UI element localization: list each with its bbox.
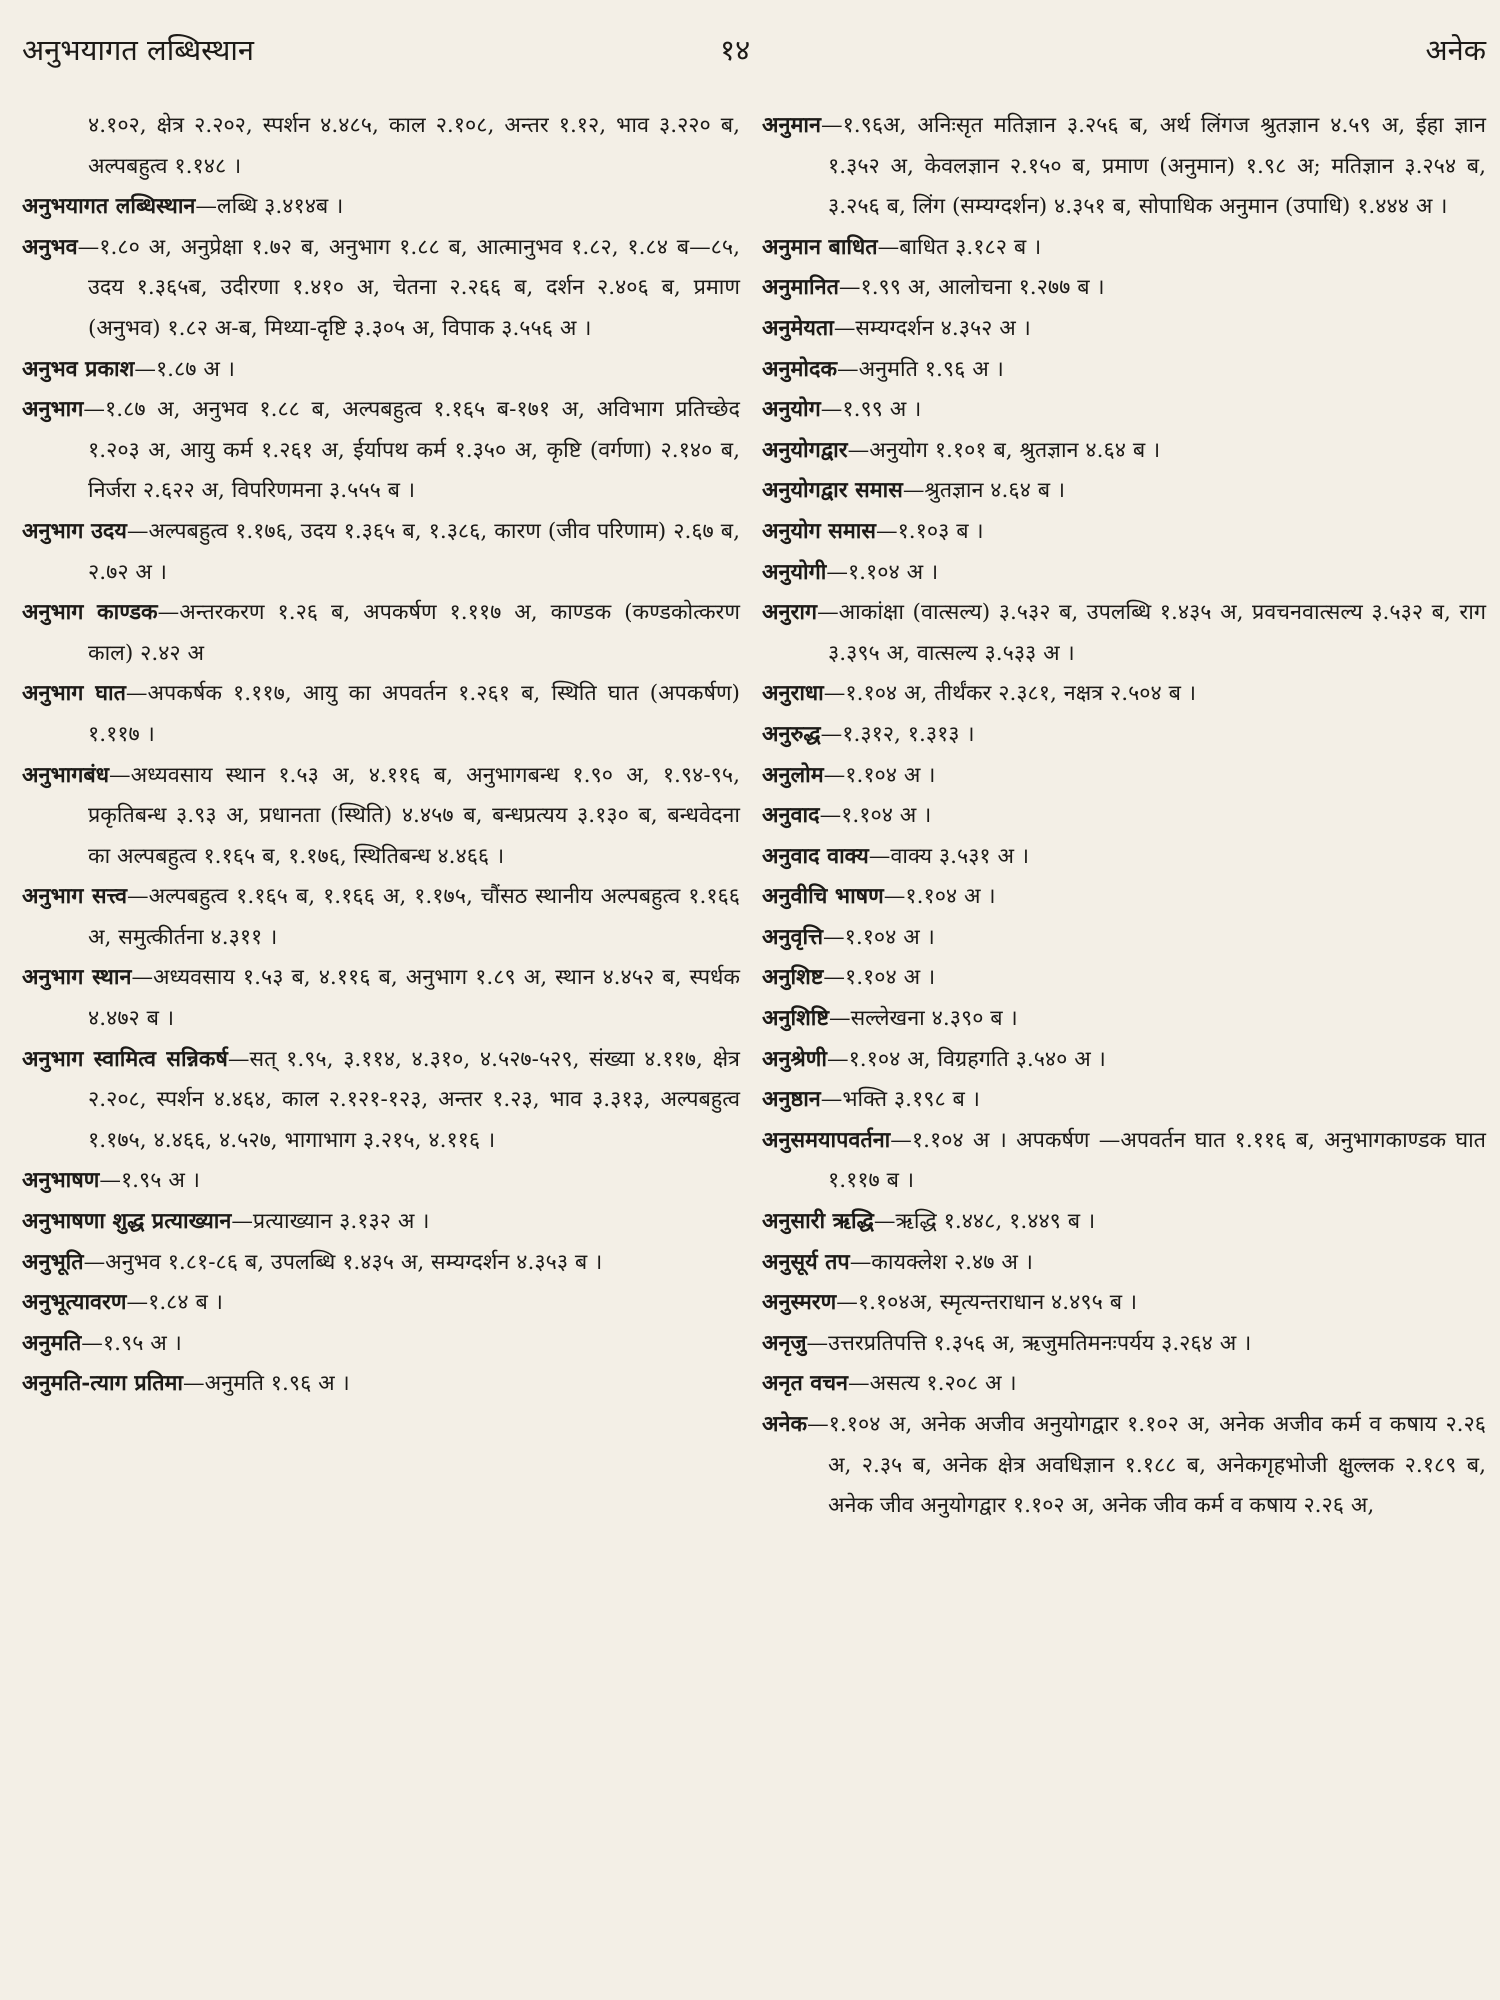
dictionary-entry xyxy=(762,1202,1486,1243)
dictionary-entry xyxy=(22,958,740,1039)
dictionary-entry xyxy=(762,268,1486,309)
entry-text: —१.८७ अ, अनुभव १.८८ ब, अल्पबहुत्व १.१६५ ब-१७१ अ, अविभाग प्रतिच्छेद १.२०३ अ, आयु कर्म १.२६१ अ, ईर्यापथ कर्म १.३५० अ, कृष्टि (वर्गणा) २.१४० ब, निर्जरा २.६२२ अ, विपरिणमना ३.५५५ ब । xyxy=(83,397,740,504)
dictionary-entry xyxy=(22,1040,740,1162)
dictionary-entry xyxy=(762,1040,1486,1081)
entry-text: —१.१०४ अ, तीर्थंकर २.३८१, नक्षत्र २.५०४ ब । xyxy=(823,681,1197,707)
entry-text: —अल्पबहुत्व १.१६५ ब, १.१६६ अ, १.१७५, चौंसठ स्थानीय अल्पबहुत्व १.१६६ अ, समुत्कीर्तना ४.३११ । xyxy=(88,884,740,950)
entry-headword: अनुभूति xyxy=(22,1249,84,1275)
entry-headword: अनुश्रेणी xyxy=(762,1046,827,1072)
entry-text: —लब्धि ३.४१४ब । xyxy=(195,194,344,220)
dictionary-entry xyxy=(22,756,740,878)
entry-text: —१.९५ अ । xyxy=(81,1330,182,1356)
running-head-right: अनेक xyxy=(1425,33,1486,67)
dictionary-entry xyxy=(762,228,1486,269)
dictionary-entry xyxy=(22,1283,740,1324)
dictionary-entry xyxy=(22,350,740,391)
dictionary-entry xyxy=(22,593,740,674)
entry-headword: अनुलोम xyxy=(762,762,824,788)
entry-text: —१.१०४अ, स्मृत्यन्तराधान ४.४९५ ब । xyxy=(836,1290,1138,1316)
entry-headword: अनृत वचन xyxy=(762,1371,849,1397)
entry-text: —वाक्य ३.५३१ अ । xyxy=(868,843,1030,869)
entry-headword: अनुरुद्ध xyxy=(762,721,821,747)
entry-text: —ऋद्धि १.४४८, १.४४९ ब । xyxy=(873,1209,1096,1235)
entry-text: —प्रत्याख्यान ३.१३२ अ । xyxy=(231,1209,430,1235)
entry-text: —१.९६अ, अनिःसृत मतिज्ञान ३.२५६ ब, अर्थ लिंगज श्रुतज्ञान ४.५९ अ, ईहा ज्ञान १.३५२ अ, केवलज्ञान २.१५० ब, प्रमाण (अनुमान) १.९८ अ; मतिज्ञान ३.२५४ ब, ३.२५६ ब, लिंग (सम्यग्दर्शन) ४.३५१ ब, सोपाधिक अनुमान (उपाधि) १.४४४ अ । xyxy=(820,113,1486,220)
entry-headword: अनुशिष्टि xyxy=(762,1006,829,1032)
dictionary-entry xyxy=(762,999,1486,1040)
entry-headword: अनुमेयता xyxy=(762,315,834,341)
entry-text: —१.१०४ अ । xyxy=(819,803,932,829)
entry-headword: अनुवाद xyxy=(762,803,820,829)
entry-headword: अनुशिष्ट xyxy=(762,965,824,991)
entry-headword: अनुभाषणा शुद्ध प्रत्याख्यान xyxy=(22,1209,232,1235)
entry-text: —१.८७ अ । xyxy=(134,356,235,382)
entry-headword: अनुष्ठान xyxy=(762,1087,821,1113)
entry-text: —१.९९ अ, आलोचना १.२७७ ब । xyxy=(838,275,1105,301)
entry-headword: अनुवाद वाक्य xyxy=(762,843,869,869)
entry-text: —असत्य १.२०८ अ । xyxy=(848,1371,1017,1397)
dictionary-entry xyxy=(22,1202,740,1243)
dictionary-entry xyxy=(22,877,740,958)
entry-text: —१.१०३ ब । xyxy=(875,518,984,544)
entry-headword: अनुयोगी xyxy=(762,559,827,585)
entry-text: —१.१०४ अ, विग्रहगति ३.५४० अ । xyxy=(826,1046,1106,1072)
dictionary-entry xyxy=(762,796,1486,837)
entry-headword: अनुराग xyxy=(762,600,818,626)
dictionary-entry xyxy=(762,756,1486,797)
dictionary-entry xyxy=(762,471,1486,512)
entry-text: —अन्तरकरण १.२६ ब, अपकर्षण १.११७ अ, काण्डक (कण्डकोत्करण काल) २.४२ अ xyxy=(88,600,740,666)
entry-text: —भक्ति ३.१९८ ब । xyxy=(820,1087,980,1113)
dictionary-entry xyxy=(762,512,1486,553)
dictionary-entry xyxy=(22,390,740,512)
entry-headword: अनुभाग काण्डक xyxy=(22,600,158,626)
entry-headword: अनुभाग घात xyxy=(22,681,126,707)
dictionary-entry xyxy=(762,1324,1486,1365)
entry-headword: अनुभव प्रकाश xyxy=(22,356,135,382)
dictionary-entry xyxy=(22,1161,740,1202)
entry-headword: अनुमान बाधित xyxy=(762,234,878,260)
entry-text: —१.३१२, १.३१३ । xyxy=(820,721,975,747)
dictionary-entry xyxy=(762,1080,1486,1121)
entry-text: —सत् १.९५, ३.११४, ४.३१०, ४.५२७-५२९, संख्या ४.११७, क्षेत्र २.२०८, स्पर्शन ४.४६४, काल २.१२१-१२३, अन्तर १.२३, भाव ३.३१३, अल्पबहुत्व १.१७५, ४.४६६, ४.५२७, भागाभाग ३.२१५, ४.११६ । xyxy=(88,1046,741,1153)
dictionary-entry xyxy=(762,431,1486,472)
dictionary-entry xyxy=(762,1243,1486,1284)
dictionary-entry xyxy=(22,187,740,228)
entry-headword: अनुवृत्ति xyxy=(762,924,824,950)
dictionary-entry xyxy=(762,674,1486,715)
entry-text: —श्रुतज्ञान ४.६४ ब । xyxy=(902,478,1066,504)
dictionary-entry xyxy=(762,715,1486,756)
entry-headword: अनुभाग स्वामित्व सन्निकर्ष xyxy=(22,1046,228,1072)
entry-text: —कायक्लेश २.४७ अ । xyxy=(849,1249,1033,1275)
dictionary-entry xyxy=(762,1364,1486,1405)
entry-headword: अनुवीचि भाषण xyxy=(762,884,884,910)
entry-headword: अनुभाग स्थान xyxy=(22,965,132,991)
entry-text: —अल्पबहुत्व १.१७६, उदय १.३६५ ब, १.३८६, कारण (जीव परिणाम) २.६७ ब, २.७२ अ । xyxy=(88,518,740,585)
dictionary-entry xyxy=(762,106,1486,228)
entry-headword: अनुयोगद्वार समास xyxy=(762,478,903,504)
left-column xyxy=(22,106,740,1978)
entry-text: —अनुमति १.९६ अ । xyxy=(837,356,1004,382)
entry-text: —१.९९ अ । xyxy=(820,397,922,423)
entry-headword: अनुमोदक xyxy=(762,356,838,382)
running-head-left: अनुभयागत लब्धिस्थान xyxy=(22,33,254,67)
entry-text: —१.९५ अ । xyxy=(99,1168,200,1194)
dictionary-entry xyxy=(762,918,1486,959)
dictionary-entry xyxy=(22,1243,740,1284)
dictionary-entry xyxy=(22,1364,740,1405)
dictionary-entry xyxy=(762,1121,1486,1202)
dictionary-entry xyxy=(762,309,1486,350)
entry-text: —अध्यवसाय १.५३ ब, ४.११६ ब, अनुभाग १.८९ अ, स्थान ४.४५२ ब, स्पर्धक ४.४७२ ब । xyxy=(88,965,740,1032)
entry-headword: अनुयोगद्वार xyxy=(762,437,848,463)
entry-text: —आकांक्षा (वात्सल्य) ३.५३२ ब, उपलब्धि १.४३५ अ, प्रवचनवात्सल्य ३.५३२ ब, राग ३.३९५ अ, वात्सल्य ३.५३३ अ । xyxy=(817,600,1486,666)
entry-text: —बाधित ३.१८२ ब । xyxy=(877,234,1042,260)
page-number: १४ xyxy=(720,33,751,67)
entry-headword: अनुभाषण xyxy=(22,1168,100,1194)
entry-text: —अनुयोग १.१०१ ब, श्रुतज्ञान ४.६४ ब । xyxy=(847,437,1161,463)
dictionary-entry xyxy=(762,390,1486,431)
entry-headword: अनुमति xyxy=(22,1330,82,1356)
dictionary-entry xyxy=(762,1405,1486,1527)
entry-text: —१.१०४ अ । अपकर्षण —अपवर्तन घात १.११६ ब, अनुभागकाण्डक घात १.११७ ब । xyxy=(828,1127,1486,1194)
dictionary-entry xyxy=(762,1283,1486,1324)
entry-headword: अनुसारी ऋद्धि xyxy=(762,1209,874,1235)
entry-headword: अनुभयागत लब्धिस्थान xyxy=(22,194,196,220)
entry-text: —१.८४ ब । xyxy=(126,1290,223,1316)
entry-text: —अनुमति १.९६ अ । xyxy=(183,1371,350,1397)
entry-headword: अनुसमयापवर्तना xyxy=(762,1127,891,1153)
entry-headword: अनुमानित xyxy=(762,275,839,301)
dictionary-entry xyxy=(762,593,1486,674)
dictionary-entry xyxy=(22,228,740,350)
entry-headword: अनुभाग xyxy=(22,397,84,423)
entry-headword: अनेक xyxy=(762,1412,808,1437)
entry-headword: अनुभव xyxy=(22,234,78,260)
entry-text: —१.१०४ अ । xyxy=(823,924,935,950)
dictionary-entry xyxy=(22,106,740,187)
entry-text: —१.१०४ अ । xyxy=(826,559,939,585)
entry-headword: अनुयोग xyxy=(762,397,821,423)
entry-headword: अनुयोग समास xyxy=(762,518,876,544)
entry-headword: अनुराधा xyxy=(762,681,824,707)
dictionary-entry xyxy=(762,350,1486,391)
entry-text: —१.१०४ अ । xyxy=(823,762,936,788)
entry-headword: अनुमति-त्याग प्रतिमा xyxy=(22,1371,184,1397)
dictionary-entry xyxy=(762,877,1486,918)
dictionary-entry xyxy=(762,837,1486,878)
entry-headword: अनृजु xyxy=(762,1330,807,1356)
entry-text: —१.१०४ अ । xyxy=(823,965,936,991)
entry-text: ४.१०२, क्षेत्र २.२०२, स्पर्शन ४.४८५, काल २.१०८, अन्तर १.१२, भाव ३.२२० ब, अल्पबहुत्व १.१४८ । xyxy=(88,113,740,179)
entry-headword: अनुभूत्यावरण xyxy=(22,1290,127,1316)
entry-text: —सल्लेखना ४.३९० ब । xyxy=(828,1006,1018,1032)
entry-headword: अनुमान xyxy=(762,113,821,138)
dictionary-entry xyxy=(762,958,1486,999)
entry-text: —१.८० अ, अनुप्रेक्षा १.७२ ब, अनुभाग १.८८ ब, आत्मानुभव १.८२, १.८४ ब—८५, उदय १.३६५ब, उदीरणा १.४१० अ, चेतना २.२६६ ब, दर्शन २.४०६ ब, प्रमाण (अनुभव) १.८२ अ-ब, मिथ्या-दृष्टि ३.३०५ अ, विपाक ३.५५६ अ । xyxy=(77,234,740,341)
entry-text: —अनुभव १.८१-८६ ब, उपलब्धि १.४३५ अ, सम्यग्दर्शन ४.३५३ ब । xyxy=(83,1249,603,1275)
entry-text: —सम्यग्दर्शन ४.३५२ अ । xyxy=(833,315,1031,341)
right-column xyxy=(762,106,1486,1978)
entry-headword: अनुभाग सत्त्व xyxy=(22,884,127,910)
entry-headword: अनुसूर्य तप xyxy=(762,1249,850,1275)
entry-text: —अपकर्षक १.११७, आयु का अपवर्तन १.२६१ ब, स्थिति घात (अपकर्षण) १.११७ । xyxy=(88,681,740,747)
entry-headword: अनुभाग उदय xyxy=(22,518,127,544)
dictionary-entry xyxy=(22,512,740,593)
entry-headword: अनुभागबंध xyxy=(22,762,110,788)
entry-text: —१.१०४ अ । xyxy=(883,884,996,910)
dictionary-entry xyxy=(762,553,1486,594)
dictionary-entry xyxy=(22,674,740,755)
dictionary-entry xyxy=(22,1324,740,1365)
entry-headword: अनुस्मरण xyxy=(762,1290,837,1316)
entry-text: —१.१०४ अ, अनेक अजीव अनुयोगद्वार १.१०२ अ, अनेक अजीव कर्म व कषाय २.२६ अ, २.३५ ब, अनेक क्षेत्र अवधिज्ञान १.१८८ ब, अनेकगृहभोजी क्षुल्लक २.१८९ ब, अनेक जीव अनुयोगद्वार १.१०२ अ, अनेक जीव कर्म व कषाय २.२६ अ, xyxy=(807,1412,1486,1519)
entry-text: —उत्तरप्रतिपत्ति १.३५६ अ, ऋजुमतिमनःपर्यय ३.२६४ अ । xyxy=(806,1330,1252,1356)
entry-text: —अध्यवसाय स्थान १.५३ अ, ४.११६ ब, अनुभागबन्ध १.९० अ, १.९४-९५, प्रकृतिबन्ध ३.९३ अ, प्रधानता (स्थिति) ४.४५७ ब, बन्धप्रत्यय ३.१३० ब, बन्धवेदना का अल्पबहुत्व १.१६५ ब, १.१७६, स्थितिबन्ध ४.४६६ । xyxy=(88,762,740,869)
